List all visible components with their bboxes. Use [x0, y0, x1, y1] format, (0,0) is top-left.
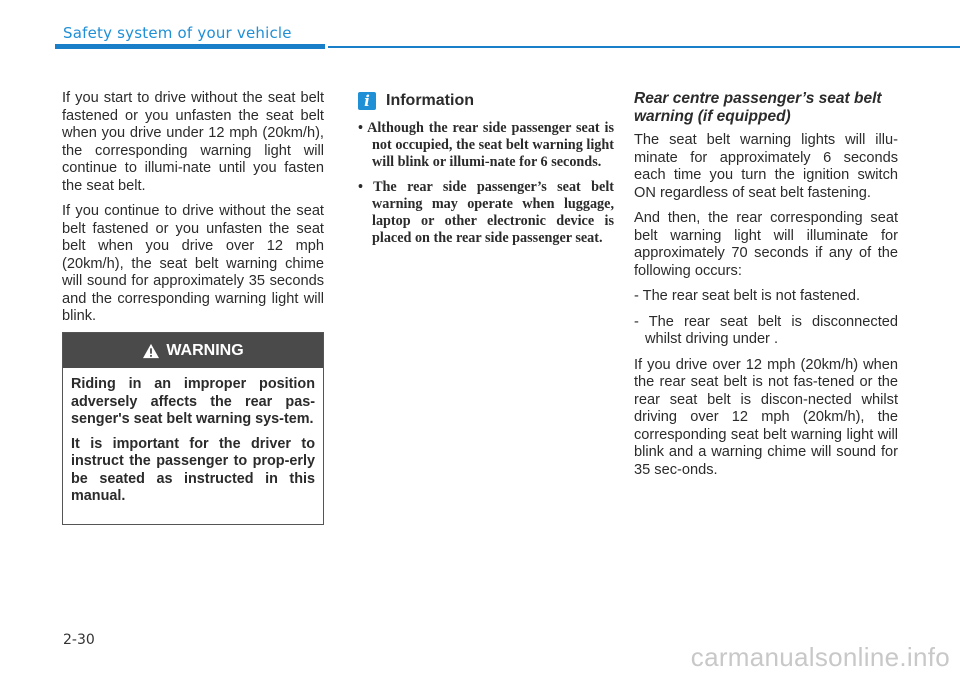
list-item: • The rear side passenger’s seat belt warning may operate when luggage, laptop or other electronic device is placed on the rear side passenger seat.	[358, 179, 614, 246]
list-item: • Although the rear side passenger seat is not occupied, the seat belt warning light will blink or illumi-nate for 6 seconds.	[358, 120, 614, 170]
header-rule-thick	[55, 44, 325, 49]
section-title: Safety system of your vehicle	[63, 24, 292, 42]
header-rule-thin	[328, 46, 960, 48]
info-icon: i	[358, 92, 376, 110]
left-column	[62, 90, 324, 334]
information-column	[358, 90, 614, 255]
warning-header	[63, 333, 323, 368]
warning-box	[62, 332, 324, 525]
warning-triangle-icon	[142, 343, 160, 359]
warning-body	[63, 368, 323, 506]
body-paragraph: If you continue to drive without the seat belt fastened or you unfasten the seat belt when you drive over 12 mph (20km/h), the seat belt warning chime will sound for approximately 35 seconds and the corresponding warning light will blink.	[62, 203, 324, 324]
watermark: carmanualsonline.info	[690, 642, 950, 672]
dash-list-item: - The rear seat belt is not fastened.	[634, 288, 861, 304]
information-list	[358, 120, 614, 247]
right-column	[634, 90, 898, 487]
information-header	[358, 90, 614, 112]
warning-title: WARNING	[166, 341, 244, 359]
warning-paragraph: Riding in an improper position adversely affects the rear pas-senger's seat belt warning sys-tem.	[71, 376, 315, 427]
information-title: Information	[386, 92, 474, 109]
subsection-heading: Rear centre passenger’s seat belt warning (if equipped)	[634, 90, 882, 125]
body-paragraph: If you drive over 12 mph (20km/h) when the rear seat belt is not fas-tened or the rear seat belt is discon-nected whilst driving over 12 mph (20km/h), the corresponding seat belt warning light will blink and a warning chime will sound for 35 sec-onds.	[634, 356, 898, 478]
warning-paragraph: It is important for the driver to instruct the passenger to prop-erly be seated as instructed in this manual.	[71, 435, 315, 504]
page-number: 2-30	[63, 632, 95, 648]
body-paragraph: The seat belt warning lights will illu-minate for approximately 6 seconds each time you turn the ignition switch ON regardless of seat belt fastening.	[634, 132, 898, 201]
body-paragraph: If you start to drive without the seat belt fastened or you unfasten the seat belt when you drive under 12 mph (20km/h), the corresponding warning light will continue to illumi-nate until you fasten the seat belt.	[62, 90, 324, 194]
body-paragraph: And then, the rear corresponding seat belt warning light will illuminate for approximately 70 seconds if any of the following occurs:	[634, 210, 898, 279]
dash-list-item: - The rear seat belt is disconnected whilst driving under .	[634, 313, 898, 347]
